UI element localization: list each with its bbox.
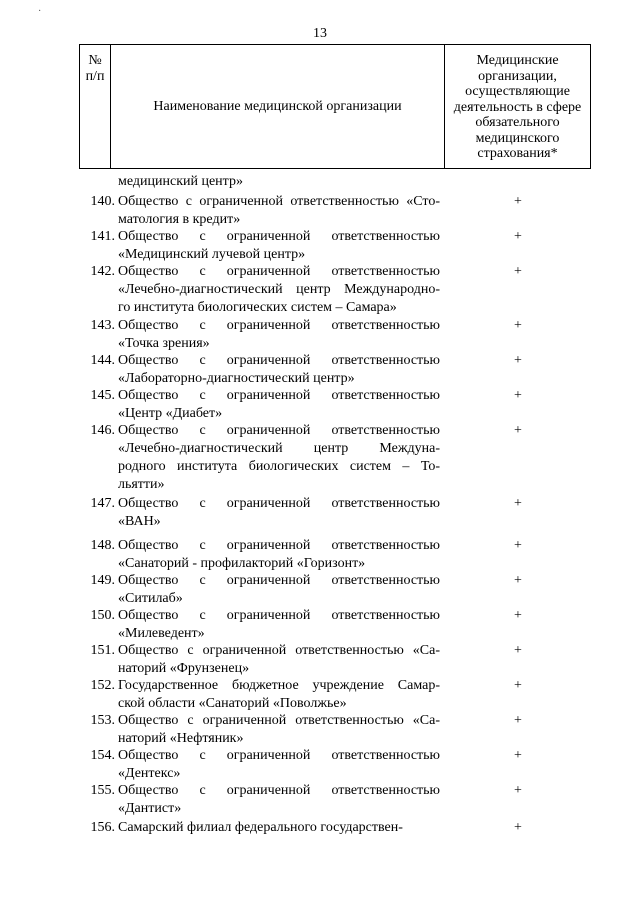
name-line: Общество с ограниченной ответственностью: [118, 496, 440, 511]
organization-name: [118, 387, 440, 423]
organization-name: [118, 495, 440, 531]
header-flag-line: медицинского: [475, 130, 560, 146]
name-line: Общество с ограниченной ответственностью: [118, 608, 440, 623]
row-number: 140.: [90, 194, 115, 209]
name-line: Общество с ограниченной ответственностью: [118, 538, 440, 553]
name-line: матология в кредит»: [118, 212, 241, 227]
name-line: «Милеведент»: [118, 626, 205, 641]
name-line: Общество с ограниченной ответственностью: [118, 783, 440, 798]
organization-name: [118, 352, 440, 388]
row-number: 151.: [90, 643, 115, 658]
organization-name: [118, 677, 440, 713]
name-line: ской области «Санаторий «Поволжье»: [118, 696, 347, 711]
header-flag-cell: [445, 45, 591, 169]
name-line: «Санаторий - профилакторий «Горизонт»: [118, 556, 366, 571]
oms-flag: +: [514, 388, 522, 403]
name-line: «Лабораторно-диагностический центр»: [118, 371, 355, 386]
row-number: 143.: [90, 318, 115, 333]
oms-flag: +: [514, 194, 522, 209]
oms-flag: +: [514, 538, 522, 553]
row-number: 155.: [90, 783, 115, 798]
organization-name: [118, 782, 440, 818]
header-flag-line: Медицинские: [476, 53, 559, 68]
name-line: Общество с ограниченной ответственностью: [118, 423, 440, 438]
name-line: Общество с ограниченной ответственностью: [118, 318, 440, 333]
organization-name: [118, 193, 440, 229]
name-line: «Медицинский лучевой центр»: [118, 247, 306, 262]
name-line: Общество с ограниченной ответственностью «Сто-: [118, 194, 440, 209]
name-line: «Лечебно-диагностический центр Международно-: [118, 282, 440, 297]
oms-flag: +: [514, 783, 522, 798]
header-name-label: Наименование медицинской организации: [153, 98, 402, 114]
name-line: «ВАН»: [118, 514, 161, 529]
table-header: [79, 44, 591, 169]
organization-name: [118, 572, 440, 608]
row-number: 147.: [90, 496, 115, 511]
row-number: 145.: [90, 388, 115, 403]
oms-flag: +: [514, 423, 522, 438]
name-line: Общество с ограниченной ответственностью «Са-: [118, 713, 440, 728]
organization-name: [118, 747, 440, 783]
row-number: 156.: [90, 820, 115, 835]
row-number: 144.: [90, 353, 115, 368]
organization-name: [118, 819, 440, 837]
name-line: «Лечебно-диагностический центр Междуна-: [118, 441, 440, 456]
oms-flag: +: [514, 318, 522, 333]
name-line: «Центр «Диабет»: [118, 406, 223, 421]
header-flag-line: страхования*: [477, 146, 558, 161]
header-number-cell: [80, 45, 111, 169]
row-number: 142.: [90, 264, 115, 279]
name-line: Самарский филиал федерального государствен-: [118, 820, 403, 835]
header-flag-line: осуществляющие: [465, 84, 570, 99]
row-number: 149.: [90, 573, 115, 588]
organization-name: [118, 263, 440, 317]
name-line: наторий «Фрунзенец»: [118, 661, 250, 676]
name-line: «Дентекс»: [118, 766, 181, 781]
oms-flag: +: [514, 573, 522, 588]
name-line: Общество с ограниченной ответственностью: [118, 748, 440, 763]
oms-flag: +: [514, 264, 522, 279]
continuation-text: [118, 173, 440, 191]
row-number: 148.: [90, 538, 115, 553]
oms-flag: +: [514, 353, 522, 368]
oms-flag: +: [514, 229, 522, 244]
organization-name: [118, 537, 440, 573]
name-line: наторий «Нефтяник»: [118, 731, 244, 746]
organization-name: [118, 422, 440, 494]
header-flag-line: деятельность в сфере: [453, 99, 582, 115]
row-number: 154.: [90, 748, 115, 763]
oms-flag: +: [514, 713, 522, 728]
organization-name: [118, 317, 440, 353]
page-number: 13: [313, 26, 327, 41]
name-line: Общество с ограниченной ответственностью: [118, 229, 440, 244]
row-number: 141.: [90, 229, 115, 244]
name-line: Общество с ограниченной ответственностью: [118, 573, 440, 588]
oms-flag: +: [514, 643, 522, 658]
row-number: 150.: [90, 608, 115, 623]
header-number-line: п/п: [85, 68, 105, 84]
row-number: 146.: [90, 423, 115, 438]
name-line: Государственное бюджетное учреждение Самар-: [118, 678, 440, 693]
scan-mark: ·: [38, 6, 42, 17]
organization-name: [118, 228, 440, 264]
oms-flag: +: [514, 820, 522, 835]
organization-name: [118, 642, 440, 678]
organization-name: [118, 607, 440, 643]
row-number: 153.: [90, 713, 115, 728]
header-flag-line: обязательного: [475, 115, 560, 130]
name-line: «Ситилаб»: [118, 591, 183, 606]
header-flag-line: организации,: [478, 68, 557, 84]
name-line: Общество с ограниченной ответственностью «Са-: [118, 643, 440, 658]
header-name-cell: [111, 45, 445, 169]
oms-flag: +: [514, 496, 522, 511]
oms-flag: +: [514, 608, 522, 623]
oms-flag: +: [514, 748, 522, 763]
row-number: 152.: [90, 678, 115, 693]
oms-flag: +: [514, 678, 522, 693]
name-line: Общество с ограниченной ответственностью: [118, 264, 440, 279]
name-line: Общество с ограниченной ответственностью: [118, 388, 440, 403]
organization-name: [118, 712, 440, 748]
name-line: Общество с ограниченной ответственностью: [118, 353, 440, 368]
name-line: го института биологических систем – Самара»: [118, 300, 397, 315]
name-line: льятти»: [118, 477, 165, 492]
header-number-line: №: [88, 53, 102, 68]
name-line: «Дантист»: [118, 801, 182, 816]
name-line: родного института биологических систем – То-: [118, 459, 440, 474]
name-line: «Точка зрения»: [118, 336, 210, 351]
name-line: медицинский центр»: [118, 174, 243, 189]
